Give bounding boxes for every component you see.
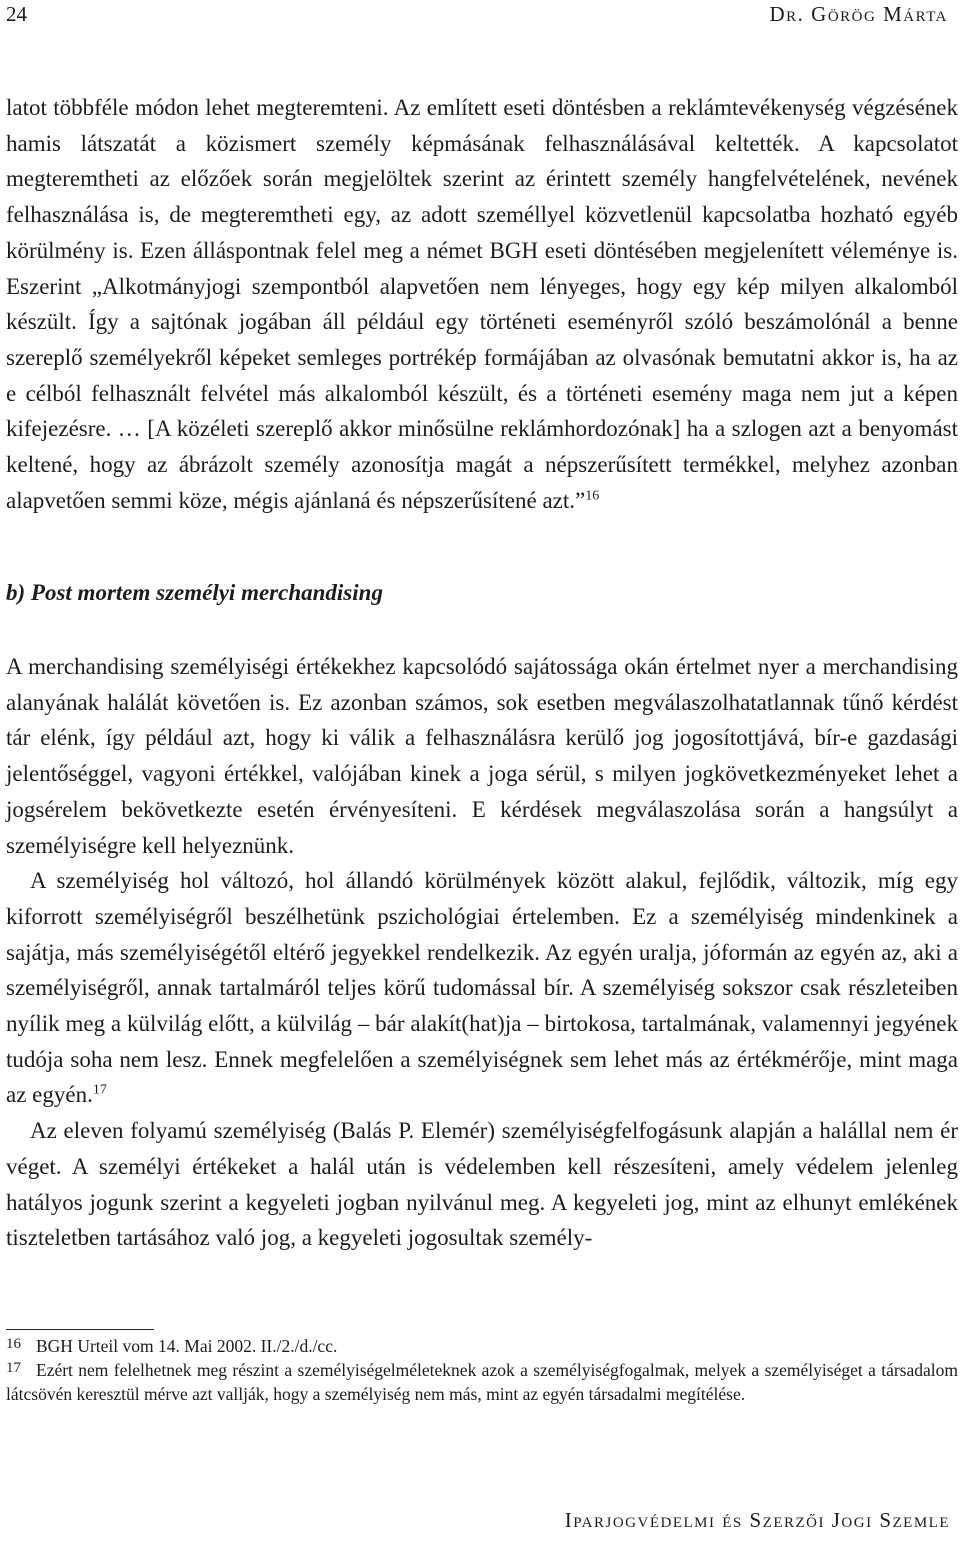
section-paragraph-3: Az eleven folyamú személyiség (Balás P. Elemér) személyiségfelfogásunk alapján a halállal nem ér véget. A személyi értékeket a halál után is védelemben kell részesíteni, amely védelem jelenleg hatályos jogunk szerint a kegyeleti jogban nyilvánul meg. A kegyeleti jog, mint az elhunyt emlékének tiszteletben tartásához való jog, a kegyeleti jogosultak személy- bbox=[6, 1118, 958, 1251]
section-paragraph-2-text: A személyiség hol változó, hol állandó körülmények között alakul, fejlődik, változik, míg egy kiforrott személyiségről beszélhetünk pszichológiai értelemben. Ez a személyiség mindenkinek a sajátja, más személyiségétől eltérő jegyekkel rendelkezik. Az egyén uralja, jóformán az egyén az, aki a személyiségről, annak tartalmáról teljes körű tudomással bír. A személyiség sokszor csak részleteiben nyílik meg a külvilág előtt, a külvilág – bár alakít(hat)ja – birtokosa, tartalmának, valamennyi jegyének tudója soha nem lesz. Ennek megfelelően a személyiségnek sem lehet más az értékmérője, mint maga az egyén. bbox=[6, 868, 958, 1108]
footnote-text: Ezért nem felelhetnek meg részint a személyiségelméleteknek azok a személyiségfogalmak, melyek a személyiséget a társadalom látcsövén keresztül mérve azt vallják, hogy a személyiség nem más, mint az egyén társadalmi megítélése. bbox=[6, 1360, 958, 1404]
running-head-author: Dr. Görög Márta bbox=[769, 2, 948, 26]
journal-title: Iparjogvédelmi és Szerzői Jogi Szemle bbox=[564, 1508, 950, 1532]
footnote-rule bbox=[6, 1329, 154, 1330]
section-paragraph-1: A merchandising személyiségi értékekhez kapcsolódó sajátossága okán értelmet nyer a merchandising alanyának halálát követően is. Ez azonban számos, sok esetben megválaszolhatatlannak tűnő kérdést tár elénk, így például azt, hogy ki válik a felhasználásra kerülő jog jogosítottjává, bír-e gazdasági jelentőséggel, vagyoni értékkel, valójában kinek a joga sérül, s milyen jogkövetkezményeket lehet a jogsérelem bekövetkezte esetén érvényesíteni. E kérdések megválaszolása során a hangsúlyt a személyiségre kell helyeznünk. bbox=[6, 654, 958, 858]
footnote-16 bbox=[6, 1334, 958, 1358]
footnote-number: 16 bbox=[6, 1336, 21, 1352]
section-body bbox=[6, 649, 958, 1256]
section-paragraph-2 bbox=[6, 863, 958, 1113]
footnotes bbox=[6, 1334, 958, 1406]
footnote-17 bbox=[6, 1358, 958, 1406]
section-heading: b) Post mortem személyi merchandising bbox=[6, 580, 383, 605]
footnote-number: 17 bbox=[6, 1360, 21, 1376]
top-paragraph bbox=[6, 90, 958, 518]
body-text bbox=[6, 90, 958, 518]
page-number: 24 bbox=[6, 2, 27, 26]
footnote-ref-17[interactable]: 17 bbox=[92, 1082, 107, 1098]
top-paragraph-text: latot többféle módon lehet megteremteni. Az említett eseti döntésben a reklámtevékenység végzésének hamis látszatát a közismert személy képmásának felhasználásával keltették. A kapcsolatot megteremtheti az előzőek során megjelöltek szerint az érintett személy hangfelvételének, nevének felhasználása is, de megteremtheti egy, az adott személlyel közvetlenül kapcsolatba hozható egyéb körülmény is. Ezen álláspontnak felel meg a német BGH eseti döntésében megjelenített véleménye is. Eszerint „Alkotmányjogi szempontból alapvetően nem lényeges, hogy egy kép milyen alkalomból készült. Így a sajtónak jogában áll például egy történeti eseményről szóló beszámolónál a benne szereplő személyekről képeket semleges portrékép formájában az olvasónak bemutatni akkor is, ha az e célból felhasznált felvétel más alkalomból készült, és a történeti esemény maga nem jut a képen kifejezésre. … [A közéleti szereplő akkor minősülne reklámhordozónak] ha a szlogen azt a benyomást keltené, hogy az ábrázolt személy azonosítja magát a népszerűsített termékkel, melyhez azonban alapvetően semmi köze, mégis ajánlaná és népszerűsítené azt.” bbox=[6, 95, 958, 513]
footnote-text: BGH Urteil vom 14. Mai 2002. II./2./d./cc. bbox=[36, 1336, 338, 1356]
footnote-ref-16[interactable]: 16 bbox=[585, 488, 600, 504]
